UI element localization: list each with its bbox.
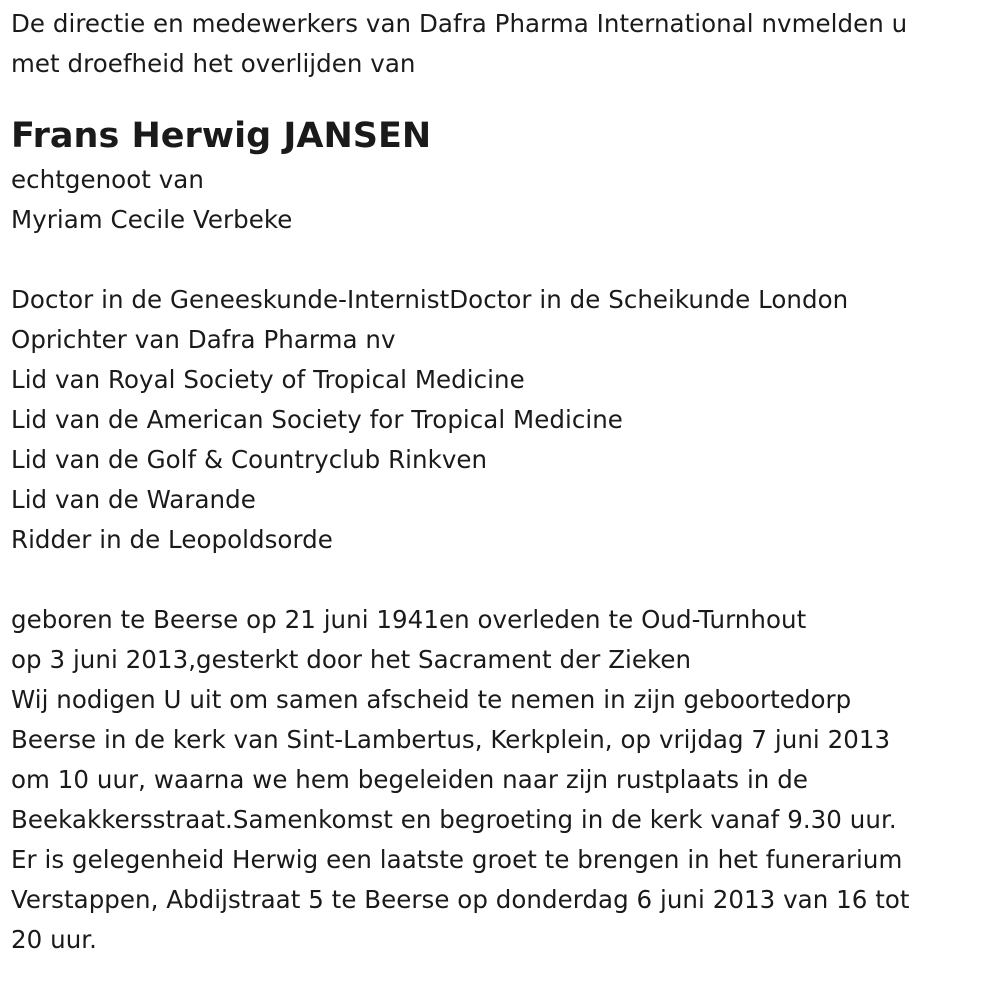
- obituary-notice: [11, 4, 996, 960]
- title-item: Ridder in de Leopoldsorde: [11, 525, 333, 554]
- title-item: Lid van Royal Society of Tropical Medicine: [11, 365, 525, 394]
- spacer: [11, 240, 996, 280]
- details-line: om 10 uur, waarna we hem begeleiden naar zijn rustplaats in de: [11, 765, 808, 794]
- title-item: Lid van de Golf & Countryclub Rinkven: [11, 445, 488, 474]
- intro-line-2: met droefheid het overlijden van: [11, 49, 416, 78]
- details-line: Wij nodigen U uit om samen afscheid te nemen in zijn geboortedorp: [11, 685, 852, 714]
- title-item: Lid van de American Society for Tropical Medicine: [11, 405, 623, 434]
- details-line: geboren te Beerse op 21 juni 1941en overleden te Oud-Turnhout: [11, 605, 807, 634]
- title-item: Doctor in de Geneeskunde-InternistDoctor in de Scheikunde London: [11, 285, 849, 314]
- details-line: 20 uur.: [11, 925, 97, 954]
- details-line: op 3 juni 2013,gesterkt door het Sacrament der Zieken: [11, 645, 692, 674]
- details-line: Verstappen, Abdijstraat 5 te Beerse op donderdag 6 juni 2013 van 16 tot: [11, 885, 910, 914]
- title-item: Lid van de Warande: [11, 485, 256, 514]
- details-paragraph: [11, 600, 996, 960]
- relation-block: [11, 160, 996, 240]
- relation-line-1: echtgenoot van: [11, 165, 204, 194]
- spacer: [11, 560, 996, 600]
- intro-paragraph: [11, 4, 996, 84]
- title-item: Oprichter van Dafra Pharma nv: [11, 325, 396, 354]
- details-line: Beerse in de kerk van Sint-Lambertus, Kerkplein, op vrijdag 7 juni 2013: [11, 725, 891, 754]
- details-line: Er is gelegenheid Herwig een laatste groet te brengen in het funerarium: [11, 845, 903, 874]
- titles-list: [11, 280, 996, 560]
- spouse-name: Myriam Cecile Verbeke: [11, 205, 293, 234]
- intro-line-1: De directie en medewerkers van Dafra Pharma International nvmelden u: [11, 9, 908, 38]
- details-line: Beekakkersstraat.Samenkomst en begroeting in de kerk vanaf 9.30 uur.: [11, 805, 897, 834]
- deceased-name: Frans Herwig JANSEN: [11, 116, 432, 156]
